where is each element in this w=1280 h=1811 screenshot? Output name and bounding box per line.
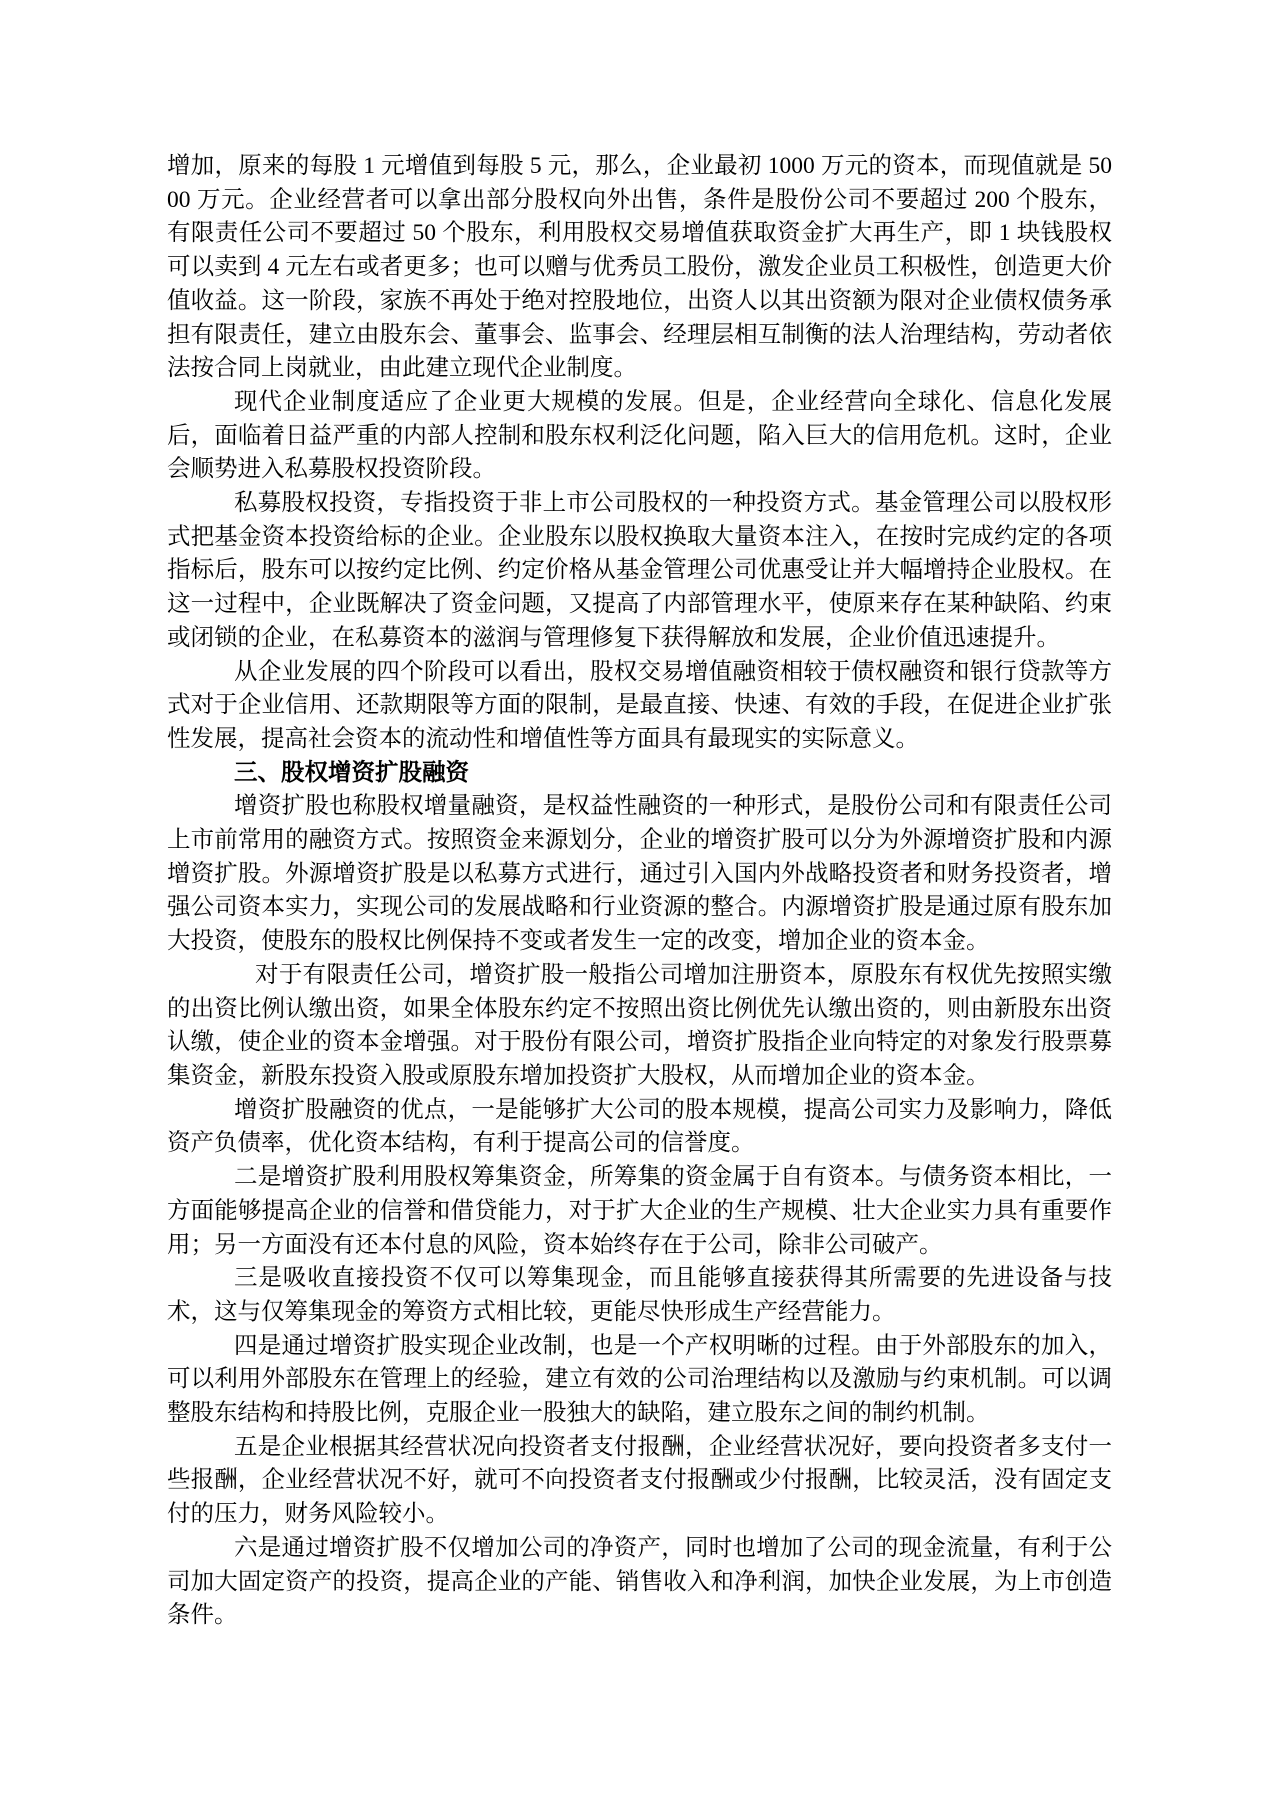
- paragraph: 四是通过增资扩股实现企业改制，也是一个产权明晰的过程。由于外部股东的加入，可以利用外部股东在管理上的经验，建立有效的公司治理结构以及激励与约束机制。可以调整股东结构和持股比例，克服企业一股独大的缺陷，建立股东之间的制约机制。: [167, 1332, 1112, 1427]
- paragraph: 私募股权投资，专指投资于非上市公司股权的一种投资方式。基金管理公司以股权形式把基金资本投资给标的企业。企业股东以股权换取大量资本注入，在按时完成约定的各项指标后，股东可以按约定比例、约定价格从基金管理公司优惠受让并大幅增持企业股权。在这一过程中，企业既解决了资金问题，又提高了内部管理水平，使原来存在某种缺陷、约束或闭锁的企业，在私募资本的滋润与管理修复下获得解放和发展，企业价值迅速提升。: [167, 490, 1112, 651]
- paragraph: 对于有限责任公司，增资扩股一般指公司增加注册资本，原股东有权优先按照实缴的出资比例认缴出资，如果全体股东约定不按照出资比例优先认缴出资的，则由新股东出资认缴，使企业的资本金增强。对于股份有限公司，增资扩股指企业向特定的对象发行股票募集资金，新股东投资入股或原股东增加投资扩大股权，从而增加企业的资本金。: [167, 961, 1112, 1089]
- paragraph: 增资扩股也称股权增量融资，是权益性融资的一种形式，是股份公司和有限责任公司上市前常用的融资方式。按照资金来源划分，企业的增资扩股可以分为外源增资扩股和内源增资扩股。外源增资扩股是以私募方式进行，通过引入国内外战略投资者和财务投资者，增强公司资本实力，实现公司的发展战略和行业资源的整合。内源增资扩股是通过原有股东加大投资，使股东的股权比例保持不变或者发生一定的改变，增加企业的资本金。: [167, 793, 1112, 955]
- paragraph: 六是通过增资扩股不仅增加公司的净资产，同时也增加了公司的现金流量，有利于公司加大固定资产的投资，提高企业的产能、销售收入和净利润，加快企业发展，为上市创造条件。: [167, 1534, 1112, 1629]
- paragraph: 增资扩股融资的优点，一是能够扩大公司的股本规模，提高公司实力及影响力，降低资产负债率，优化资本结构，有利于提高公司的信誉度。: [167, 1096, 1112, 1157]
- paragraph-continuation: 增加，原来的每股 1 元增值到每股 5 元，那么，企业最初 1000 万元的资本，而现值就是 5000 万元。企业经营者可以拿出部分股权向外出售，条件是股份公司不要超过 200 个股东，有限责任公司不要超过 50 个股东，利用股权交易增值获取资金扩大再生产，即 1 块钱股权可以卖到 4 元左右或者更多；也可以赠与优秀员工股份，激发企业员工积极性，创造更大价值收益。这一阶段，家族不再处于绝对控股地位，出资人以其出资额为限对企业债权债务承担有限责任，建立由股东会、董事会、监事会、经理层相互制衡的法人治理结构，劳动者依法按合同上岗就业，由此建立现代企业制度。: [167, 153, 1112, 382]
- paragraph: 现代企业制度适应了企业更大规模的发展。但是，企业经营向全球化、信息化发展后，面临着日益严重的内部人控制和股东权利泛化问题，陷入巨大的信用危机。这时，企业会顺势进入私募股权投资阶段。: [167, 388, 1112, 483]
- section-heading: 三、股权增资扩股融资: [234, 759, 469, 786]
- paragraph: 五是企业根据其经营状况向投资者支付报酬，企业经营状况好，要向投资者多支付一些报酬，企业经营状况不好，就可不向投资者支付报酬或少付报酬，比较灵活，没有固定支付的压力，财务风险较小。: [167, 1433, 1112, 1528]
- paragraph: 三是吸收直接投资不仅可以筹集现金，而且能够直接获得其所需要的先进设备与技术，这与仅筹集现金的筹资方式相比较，更能尽快形成生产经营能力。: [167, 1265, 1112, 1325]
- paragraph: 从企业发展的四个阶段可以看出，股权交易增值融资相较于债权融资和银行贷款等方式对于企业信用、还款期限等方面的限制，是最直接、快速、有效的手段，在促进企业扩张性发展，提高社会资本的流动性和增值性等方面具有最现实的实际意义。: [167, 658, 1112, 752]
- paragraph: 二是增资扩股利用股权筹集资金，所筹集的资金属于自有资本。与债务资本相比，一方面能够提高企业的信誉和借贷能力，对于扩大企业的生产规模、壮大企业实力具有重要作用；另一方面没有还本付息的风险，资本始终存在于公司，除非公司破产。: [167, 1164, 1112, 1258]
